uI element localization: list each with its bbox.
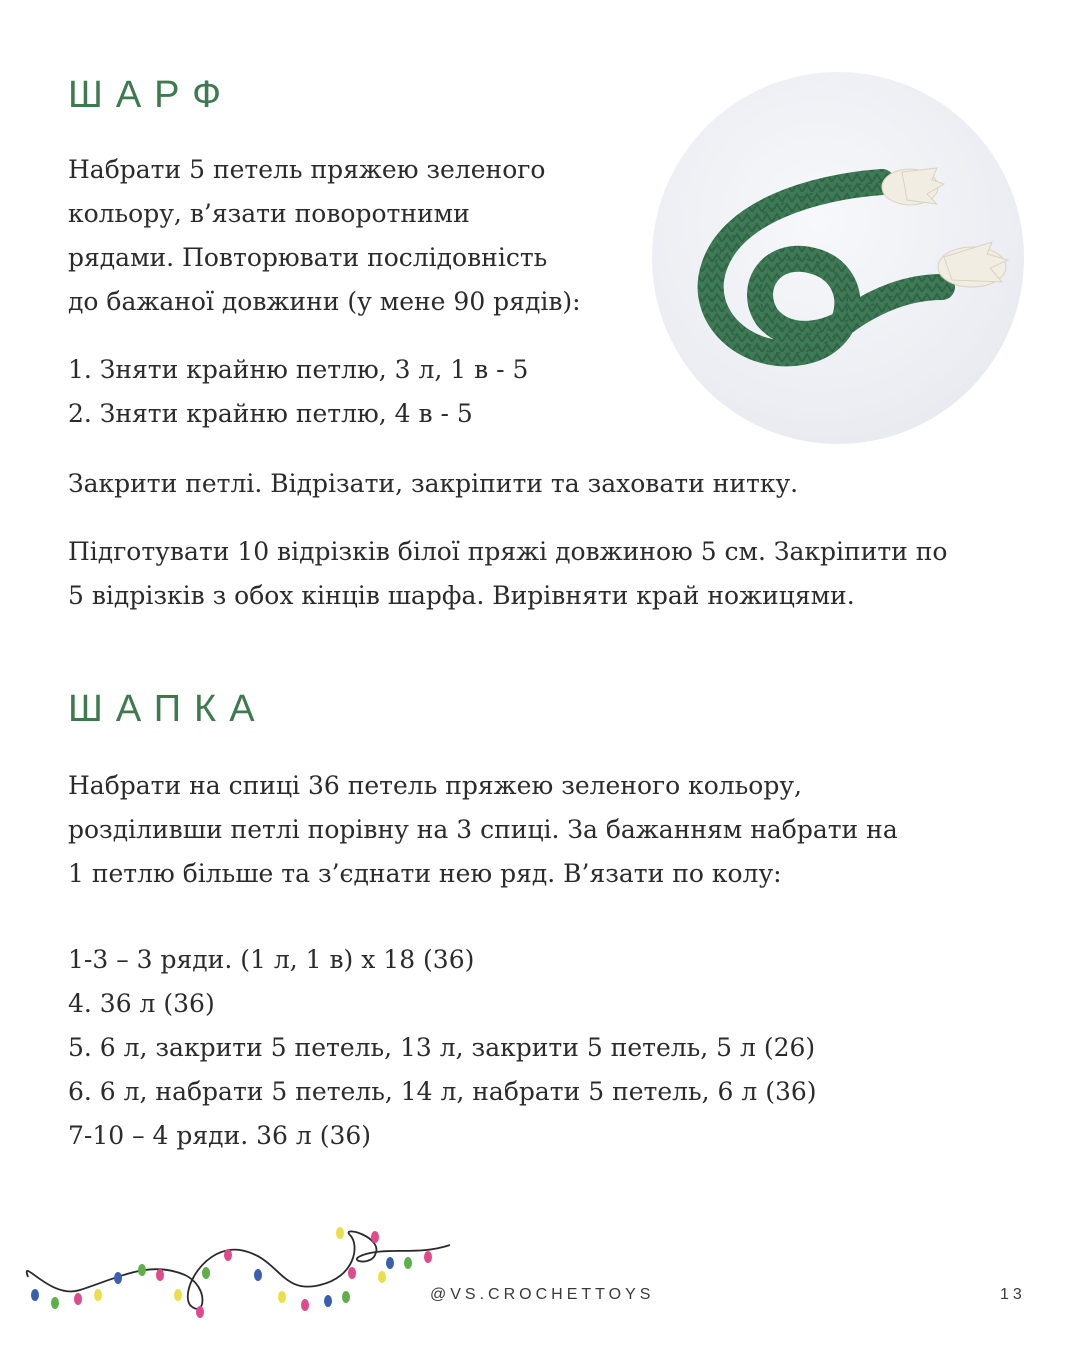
hat-row: 6. 6 л, набрати 5 петель, 14 л, набрати 5 петель, 6 л (36): [68, 1077, 817, 1106]
scarf-heading: ШАРФ: [68, 74, 234, 116]
hat-row: 5. 6 л, закрити 5 петель, 13 л, закрити 5 петель, 5 л (26): [68, 1033, 816, 1062]
scarf-intro-line: до бажаної довжини (у мене 90 рядів):: [68, 287, 581, 316]
hat-intro-line: Набрати на спиці 36 петель пряжею зеленого кольору,: [68, 771, 802, 800]
scarf-step: 1. Зняти крайню петлю, 3 л, 1 в - 5: [68, 355, 529, 384]
scarf-intro-line: кольору, в’язати поворотними: [68, 199, 470, 228]
hat-row: 7-10 – 4 ряди. 36 л (36): [68, 1121, 372, 1150]
hat-row: 4. 36 л (36): [68, 989, 215, 1018]
instagram-handle: @VS.CROCHETTOYS: [430, 1286, 655, 1303]
scarf-intro-line: рядами. Повторювати послідовність: [68, 243, 548, 272]
scarf-fringe-paragraph: [68, 530, 947, 618]
scarf-photo-illustration: [652, 72, 1024, 444]
hat-rows-list: [68, 938, 817, 1158]
scarf-step: 2. Зняти крайню петлю, 4 в - 5: [68, 399, 473, 428]
hat-intro-line: розділивши петлі порівну на 3 спиці. За бажанням набрати на: [68, 815, 898, 844]
page-number: 13: [1000, 1286, 1026, 1303]
hat-intro-line: 1 петлю більше та з’єднати нею ряд. В’язати по колу:: [68, 859, 782, 888]
hat-heading: ШАПКА: [68, 688, 268, 730]
hat-row: 1-3 – 3 ряди. (1 л, 1 в) х 18 (36): [68, 945, 475, 974]
string-lights-decoration: [10, 1215, 460, 1330]
scarf-steps-list: [68, 348, 528, 436]
scarf-close-paragraph: [68, 462, 798, 506]
hat-intro-paragraph: [68, 764, 898, 896]
scarf-fringe-line: Підготувати 10 відрізків білої пряжі довжиною 5 см. Закріпити по: [68, 537, 948, 566]
scarf-intro-line: Набрати 5 петель пряжею зеленого: [68, 155, 546, 184]
scarf-close-line: Закрити петлі. Відрізати, закріпити та заховати нитку.: [68, 469, 799, 498]
light-bulbs: [31, 1227, 432, 1318]
scarf-intro-paragraph: [68, 148, 581, 324]
scarf-fringe-line: 5 відрізків з обох кінців шарфа. Вирівняти край ножицями.: [68, 581, 855, 610]
green-knitted-scarf-photo: [652, 72, 1024, 444]
